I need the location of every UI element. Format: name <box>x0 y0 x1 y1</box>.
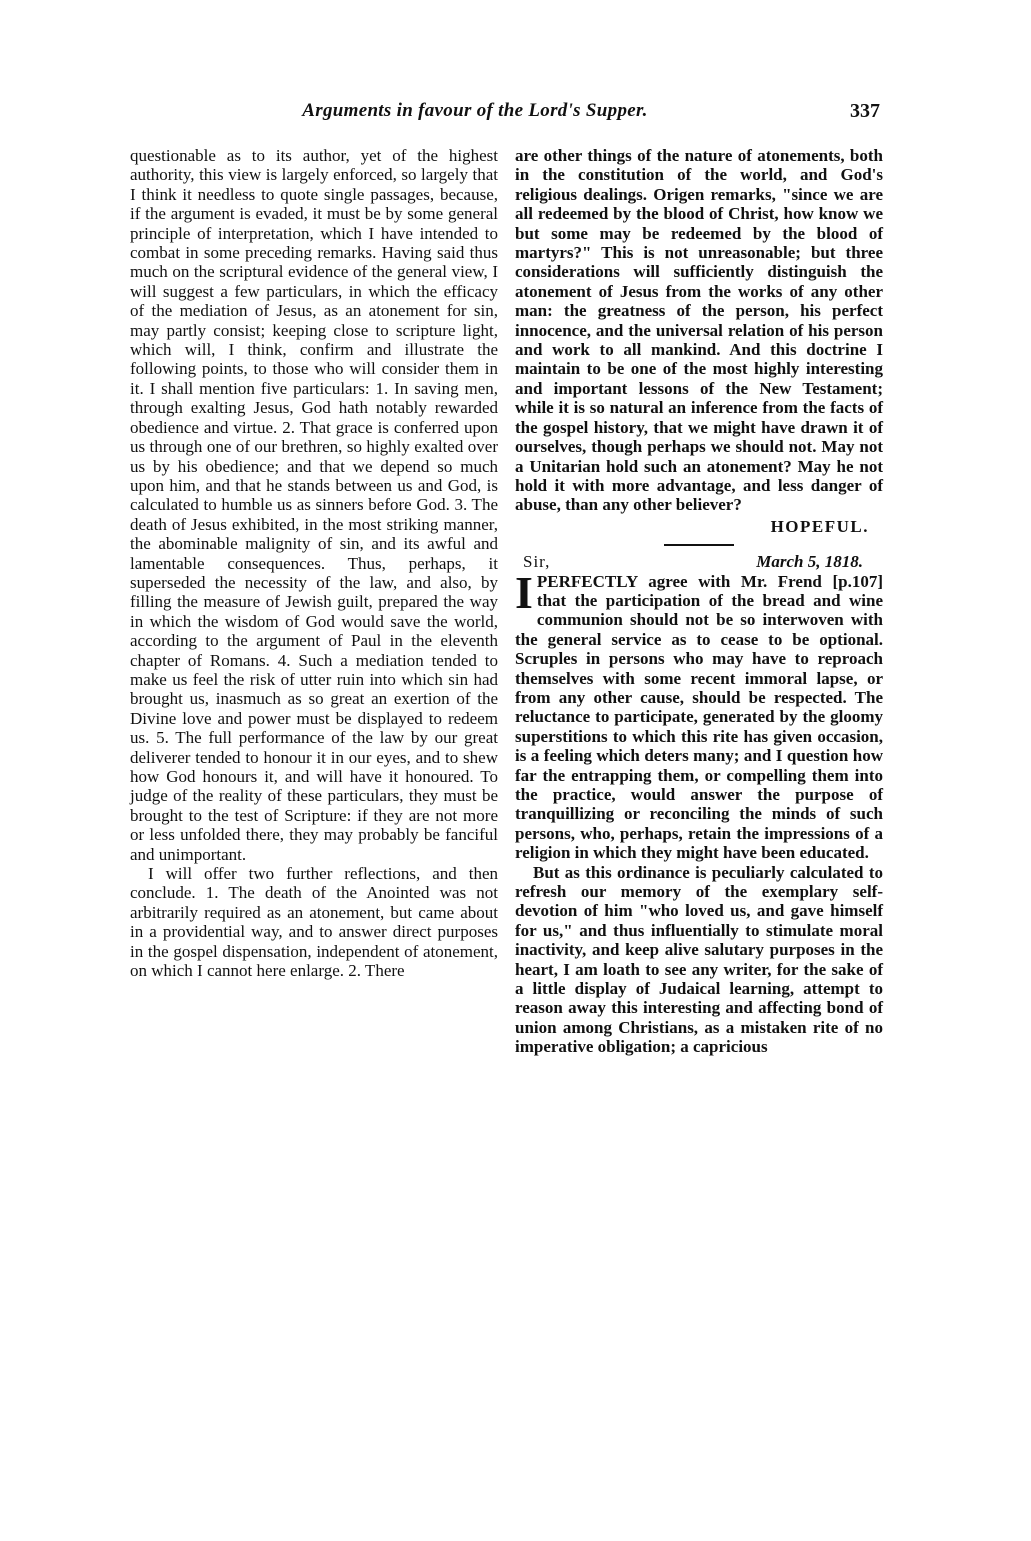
drop-cap: I <box>515 566 533 618</box>
paragraph <box>515 566 883 863</box>
paragraph: questionable as to its author, yet of the highest authority, this view is largely enforced, so largely that I think it needless to quote single passages, because, if the argument is evaded, it must be by some general principle of interpretation, which I have intended to combat in some preceding remarks. Having said thus much on the scriptural evidence of the general view, I will suggest a few particulars, in which the efficacy of the mediation of Jesus, as an atonement for sin, may partly consist; keeping close to scripture light, which will, I think, confirm and illustrate the following points, to those who will consider them in it. I shall mention five particulars: 1. In saving men, through exalting Jesus, God hath notably rewarded obedience and virtue. 2. That grace is conferred upon us through one of our brethren, so highly exalted over us by his obedience; and that we depend so much upon him, and that he stands between us and God, is calculated to humble us as sinners before God. 3. The death of Jesus exhibited, in the most striking manner, the abominable malignity of sin, and its awful and lamentable consequences. Thus, perhaps, it superseded the necessity of the law, and also, by filling the measure of Jewish guilt, prepared the way in which the wisdom of God would save the world, according to the argument of Paul in the eleventh chapter of Romans. 4. Such a mediation tended to make us feel the risk of utter ruin into which sin had brought us, inasmuch as so great an exertion of the Divine love and power must be displayed to redeem us. 5. The full performance of the law by our great deliverer tended to honour it in our eyes, and to shew how God honours it, and will have it honoured. To judge of the reality of these particulars, they must be brought to the test of Scripture: if they are not more or less unfolded there, they may probably be fanciful and unimportant. <box>130 146 498 864</box>
letter-date: March 5, 1818. <box>756 552 863 572</box>
running-head: Arguments in favour of the Lord's Supper. <box>302 100 648 121</box>
page-number: 337 <box>850 100 880 122</box>
letter-heading <box>515 552 883 571</box>
paragraph-text: PERFECTLY agree with Mr. Frend [p.107] that the participation of the bread and wine communion should not be so interwoven with the general service as to cease to be optional. Scruples in persons who may have to reproach themselves with some recent immoral lapse, or from any other cause, should be respected. The reluctance to participate, generated by the gloomy superstitions to which this rite has given occasion, is a feeling which deters many; and I question how far the entrapping them, or compelling them into the practice, would answer the purpose of tranquillizing or reconciling the minds of such persons, who, perhaps, retain the impressions of a religion in which they might have been educated. <box>515 571 883 863</box>
paragraph: But as this ordinance is peculiarly calculated to refresh our memory of the exemplary self-devotion of him "who loved us, and gave himself for us," and thus influentially to stimulate moral inactivity, and keep alive salutary purposes in the heart, I am loath to see any writer, for the sake of a little display of Judaical learning, attempt to reason away this interesting and affecting bond of union among Christians, as a mistaken rite of no imperative obligation; a capricious <box>515 862 883 1057</box>
signature: HOPEFUL. <box>770 516 869 536</box>
right-column <box>515 146 883 1057</box>
paragraph: I will offer two further reflections, and then conclude. 1. The death of the Anointed was not arbitrarily required as an atonement, but came about in a providential way, and to answer direct purposes in the gospel dispensation, independent of atonement, on which I cannot here enlarge. 2. There <box>130 864 498 981</box>
section-divider <box>664 544 734 546</box>
left-column <box>130 146 498 980</box>
page-header <box>130 100 880 126</box>
paragraph: are other things of the nature of atonements, both in the constitution of the world, and God's religious dealings. Origen remarks, "since we are all redeemed by the blood of Christ, how know we but some may be redeemed by the blood of martyrs?" This is not unreasonable; but three considerations will sufficiently distinguish the atonement of Jesus from the works of any other man: the greatness of the person, his perfect innocence, and the universal relation of his person and work to all mankind. And this doctrine I maintain to be one of the most highly interesting and important lessons of the New Testament; while it is so natural an inference from the facts of the gospel history, that we might have drawn it of ourselves, though perhaps we should not. May not a Unitarian hold such an atonement? May he not hold it with more advantage, and less danger of abuse, than any other believer? <box>515 146 883 515</box>
salutation: Sir, <box>523 552 551 572</box>
